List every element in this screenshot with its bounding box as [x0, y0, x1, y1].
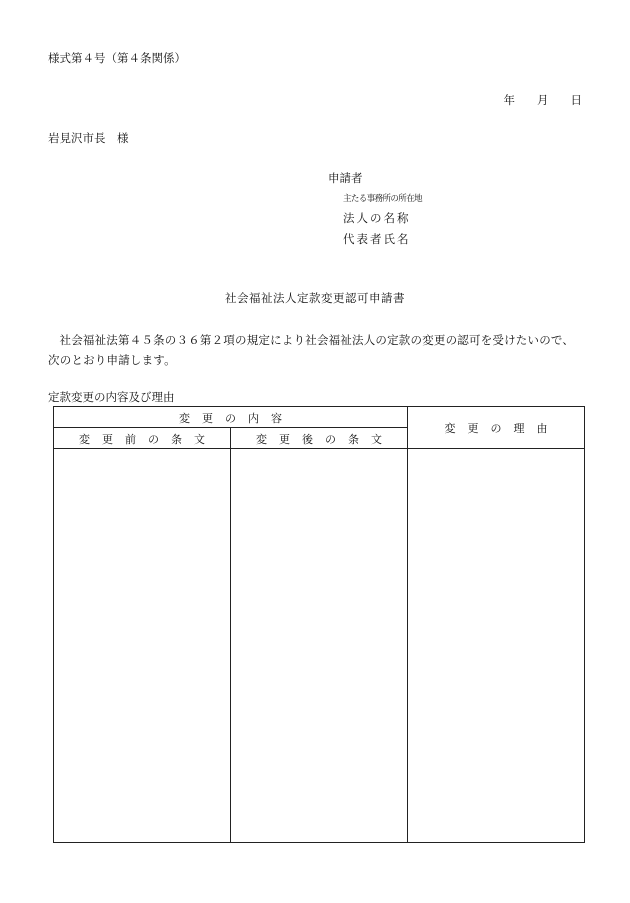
after-header-char: 更	[279, 433, 290, 446]
content-header-char: の	[225, 412, 236, 425]
content-header-char: 容	[271, 412, 282, 425]
before-header-char: 文	[194, 433, 205, 446]
before-header-char: 変	[79, 433, 90, 446]
date-year-label: 年	[503, 93, 515, 107]
before-header	[54, 431, 230, 447]
reason-header	[408, 420, 584, 436]
before-header-char: 更	[102, 433, 113, 446]
reason-header-char: 変	[444, 422, 456, 435]
content-header-char: 内	[248, 412, 259, 425]
form-number: 様式第４号（第４条関係）	[48, 51, 186, 65]
before-header-char: 前	[125, 433, 136, 446]
body-text: 社会福祉法第４５条の３６第２項の規定により社会福祉法人の定款の変更の認可を受けたいので、次のとおり申請します。	[48, 333, 575, 367]
representative-name-label: 代表者氏名	[343, 232, 411, 246]
before-header-char: の	[148, 433, 159, 446]
date-line	[504, 92, 583, 108]
reason-text-cell[interactable]	[408, 449, 584, 842]
reason-header-char: 理	[513, 422, 525, 435]
applicant-label: 申請者	[328, 171, 363, 185]
before-header-char: 条	[171, 433, 182, 446]
content-header	[54, 410, 407, 426]
document-title: 社会福祉法人定款変更認可申請書	[225, 291, 405, 305]
office-address-label: 主たる事務所の所在地	[343, 194, 423, 204]
date-day-label: 日	[570, 93, 582, 107]
after-header-char: 変	[256, 433, 267, 446]
corporation-name-label: 法人の名称	[343, 211, 411, 225]
after-header-char: の	[325, 433, 336, 446]
after-text-cell[interactable]	[231, 449, 407, 842]
reason-header-char: 由	[536, 422, 548, 435]
addressee: 岩見沢市長 様	[48, 131, 129, 145]
content-header-divider	[54, 427, 407, 428]
content-header-char: 変	[179, 412, 190, 425]
date-month-label: 月	[537, 93, 549, 107]
after-header-char: 後	[302, 433, 313, 446]
after-header-char: 条	[348, 433, 359, 446]
reason-header-char: の	[490, 422, 502, 435]
reason-header-char: 更	[467, 422, 479, 435]
change-table	[53, 406, 585, 843]
content-header-char: 更	[202, 412, 213, 425]
after-header-char: 文	[371, 433, 382, 446]
after-header	[231, 431, 407, 447]
before-text-cell[interactable]	[54, 449, 230, 842]
table-caption: 定款変更の内容及び理由	[48, 390, 175, 404]
